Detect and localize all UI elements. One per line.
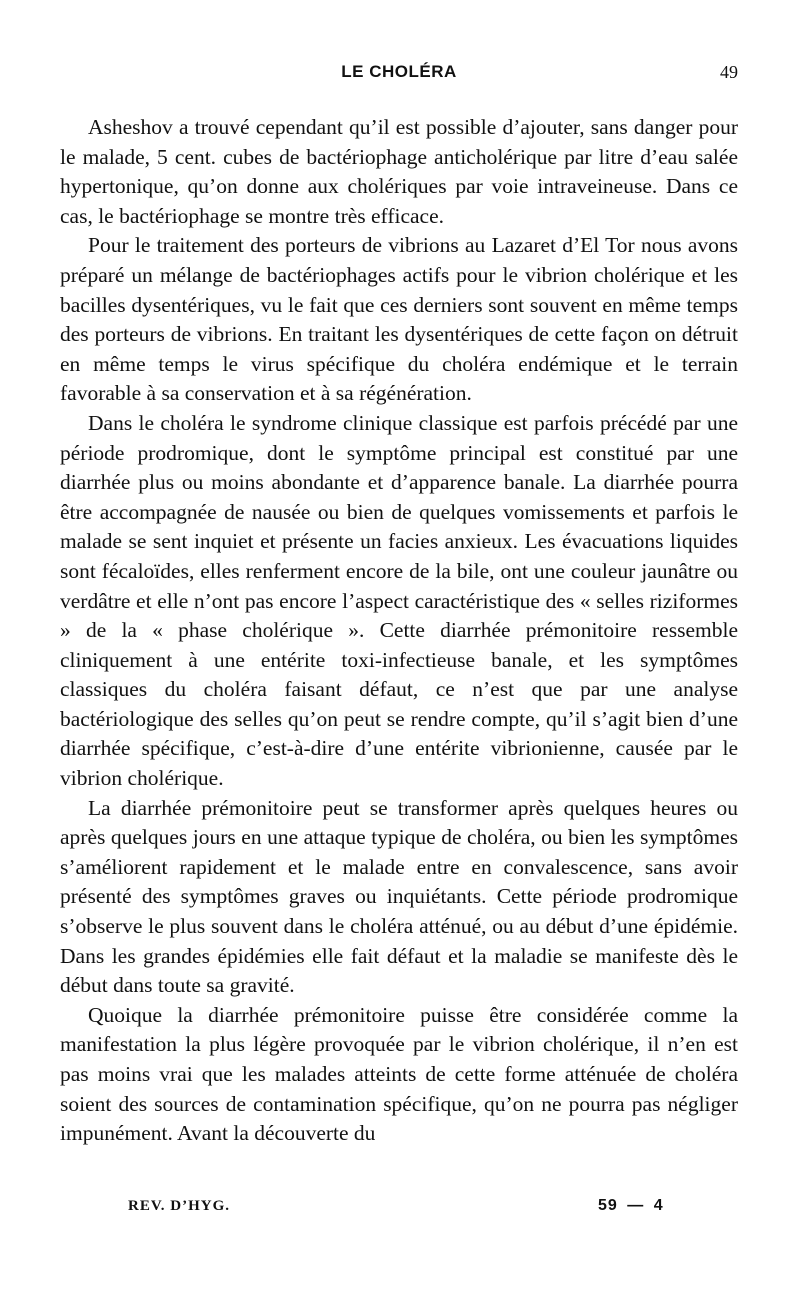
paragraph-syndrome: Dans le choléra le syndrome clinique classique est parfois précédé par une période prodromique, dont le symptôme principal est constitué par une diarrhée plus ou moins abondante et d’apparence banale. La diarrhée pourra être accompagnée de nausée ou bien de quelques vomissements et parfois le malade se sent inquiet et présente un facies anxieux. Les évacuations liquides sont fécaloïdes, elles renferment encore de la bile, ont une couleur jaunâtre ou verdâtre et elle n’ont pas encore l’aspect caractéristique des « selles riziformes » de la « phase cholérique ». Cette diarrhée prémonitoire ressemble cliniquement à une entérite toxi-infectieuse banale, et les symptômes classiques du choléra faisant défaut, ce n’est que par une analyse bactériologique des selles qu’on peut se rendre compte, qu’il s’agit bien d’une diarrhée spécifique, c’est-à-dire d’une entérite vibrionienne, causée par le vibrion cholérique. [60,410,738,791]
body-text [60,113,738,1149]
paragraph-asheshov: Asheshov a trouvé cependant qu’il est possible d’ajouter, sans danger pour le malade, 5 cent. cubes de bactériophage anticholérique par litre d’eau salée hypertonique, qu’on donne aux cholériques par voie intraveineuse. Dans ce cas, le bactériophage se montre très efficace. [60,115,738,228]
printer-signature: 59 — 4 [598,1197,664,1214]
running-title: LE CHOLÉRA [341,62,457,81]
paragraph-premonitoire: La diarrhée prémonitoire peut se transformer après quelques heures ou après quelques jours en une attaque typique de choléra, ou bien les symptômes s’améliorent rapidement et le malade entre en convalescence, sans avoir présenté des symptômes graves ou inquiétants. Cette période prodromique s’observe le plus souvent dans le choléra atténué, ou au début d’une épidémie. Dans les grandes épidémies elle fait défaut et la maladie se manifeste dès le début dans toute sa gravité. [60,795,738,998]
paragraph-quoique: Quoique la diarrhée prémonitoire puisse être considérée comme la manifestation la plus légère provoquée par le vibrion cholérique, il n’en est pas moins vrai que les malades atteints de cette forme atténuée de choléra soient des sources de contamination spécifique, qu’on ne pourra pas négliger impunément. Avant la découverte du [60,1002,738,1146]
page-footer [128,1198,688,1224]
journal-abbreviation: REV. D’HYG. [128,1198,230,1214]
paragraph-porteurs: Pour le traitement des porteurs de vibrions au Lazaret d’El Tor nous avons préparé un mélange de bactériophages actifs pour le vibrion cholérique et les bacilles dysentériques, vu le fait que ces derniers sont souvent en même temps des porteurs de vibrions. En traitant les dysentériques de cette façon on détruit en même temps le virus spécifique du choléra endémique et le terrain favorable à sa conservation et à sa régénération. [60,233,738,406]
page-header [60,62,738,92]
page-number: 49 [720,62,738,82]
